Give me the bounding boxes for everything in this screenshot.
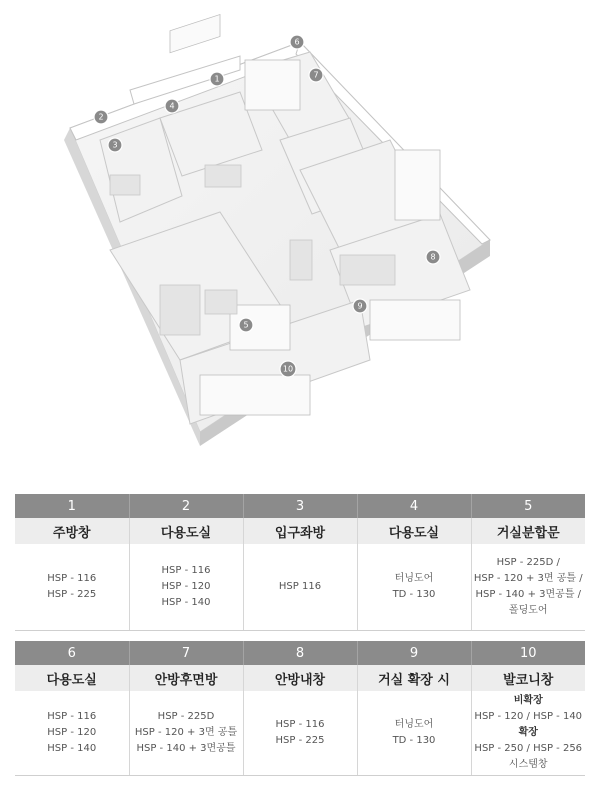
spec-cell (129, 544, 243, 631)
spec-line: HSP - 116 (47, 711, 97, 722)
svg-text:1: 1 (214, 74, 220, 84)
location-name: 다용도실 (357, 518, 471, 544)
spec-line: HSP - 140 (47, 743, 97, 754)
location-name: 거실 확장 시 (357, 665, 471, 691)
svg-text:7: 7 (313, 70, 319, 80)
svg-text:2: 2 (98, 112, 104, 122)
svg-text:3: 3 (112, 140, 118, 150)
spec-cell (243, 691, 357, 776)
svg-text:9: 9 (357, 301, 363, 311)
col-number: 8 (243, 641, 357, 665)
spec-line: HSP - 116 (275, 719, 325, 730)
spec-cell (471, 691, 585, 776)
number-header-row (15, 641, 585, 665)
spec-line: 터닝도어 (394, 573, 434, 584)
marker-4 (165, 99, 179, 113)
col-number: 5 (471, 494, 585, 518)
location-name: 다용도실 (15, 665, 129, 691)
svg-text:10: 10 (282, 364, 294, 374)
spec-line: HSP - 116 (161, 565, 211, 576)
spec-cell (243, 544, 357, 631)
location-name: 다용도실 (129, 518, 243, 544)
marker-9 (353, 299, 367, 313)
spec-line: 폴딩도어 (508, 605, 548, 616)
spec-cell (357, 691, 471, 776)
col-number: 7 (129, 641, 243, 665)
svg-text:5: 5 (243, 320, 249, 330)
col-number: 6 (15, 641, 129, 665)
spec-line: HSP - 225 (275, 735, 325, 746)
spec-line: HSP - 225 (47, 589, 97, 600)
spec-line: HSP - 250 / HSP - 256 (474, 743, 583, 754)
svg-text:4: 4 (169, 101, 175, 111)
spec-line: 비확장 (513, 695, 543, 706)
col-number: 10 (471, 641, 585, 665)
col-number: 3 (243, 494, 357, 518)
svg-text:8: 8 (430, 252, 436, 262)
spec-line: HSP - 120 (161, 581, 211, 592)
location-name: 거실분합문 (471, 518, 585, 544)
location-name: 안방후면방 (129, 665, 243, 691)
spec-line: HSP - 225D (157, 711, 215, 722)
window-spec-table-1 (15, 494, 585, 631)
spec-line: 터닝도어 (394, 719, 434, 730)
marker-6 (290, 35, 304, 49)
location-name-row (15, 665, 585, 691)
spec-line: HSP - 140 (161, 597, 211, 608)
spec-line: HSP - 120 + 3면 공틀 (134, 727, 238, 738)
product-spec-row (15, 544, 585, 631)
col-number: 9 (357, 641, 471, 665)
spec-line: TD - 130 (392, 589, 436, 600)
marker-2 (94, 110, 108, 124)
col-number: 2 (129, 494, 243, 518)
spec-cell (129, 691, 243, 776)
spec-line: HSP - 116 (47, 573, 97, 584)
spec-line: HSP - 120 + 3면 공틀 / (473, 573, 583, 584)
spec-line: HSP - 120 / HSP - 140 (474, 711, 583, 722)
marker-3 (108, 138, 122, 152)
location-name: 발코니창 (471, 665, 585, 691)
spec-cell (15, 691, 129, 776)
spec-cell (471, 544, 585, 631)
location-name-row (15, 518, 585, 544)
location-name: 주방창 (15, 518, 129, 544)
marker-1 (210, 72, 224, 86)
spec-line: HSP - 120 (47, 727, 97, 738)
marker-7 (309, 68, 323, 82)
window-spec-table-2 (15, 641, 585, 776)
spec-line: TD - 130 (392, 735, 436, 746)
col-number: 4 (357, 494, 471, 518)
number-header-row (15, 494, 585, 518)
spec-line: HSP - 225D / (496, 557, 560, 568)
spec-line: 시스템창 (508, 759, 548, 770)
marker-10 (280, 361, 296, 377)
marker-8 (426, 250, 440, 264)
product-spec-row (15, 691, 585, 776)
location-name: 입구좌방 (243, 518, 357, 544)
location-name: 안방내창 (243, 665, 357, 691)
svg-text:6: 6 (294, 37, 300, 47)
spec-line: HSP 116 (278, 581, 322, 592)
col-number: 1 (15, 494, 129, 518)
spec-cell (15, 544, 129, 631)
spec-cell (357, 544, 471, 631)
spec-line: HSP - 140 + 3면공틀 / (475, 589, 582, 600)
marker-5 (239, 318, 253, 332)
spec-line: HSP - 140 + 3면공틀 (136, 743, 236, 754)
spec-line: 확장 (518, 727, 538, 738)
